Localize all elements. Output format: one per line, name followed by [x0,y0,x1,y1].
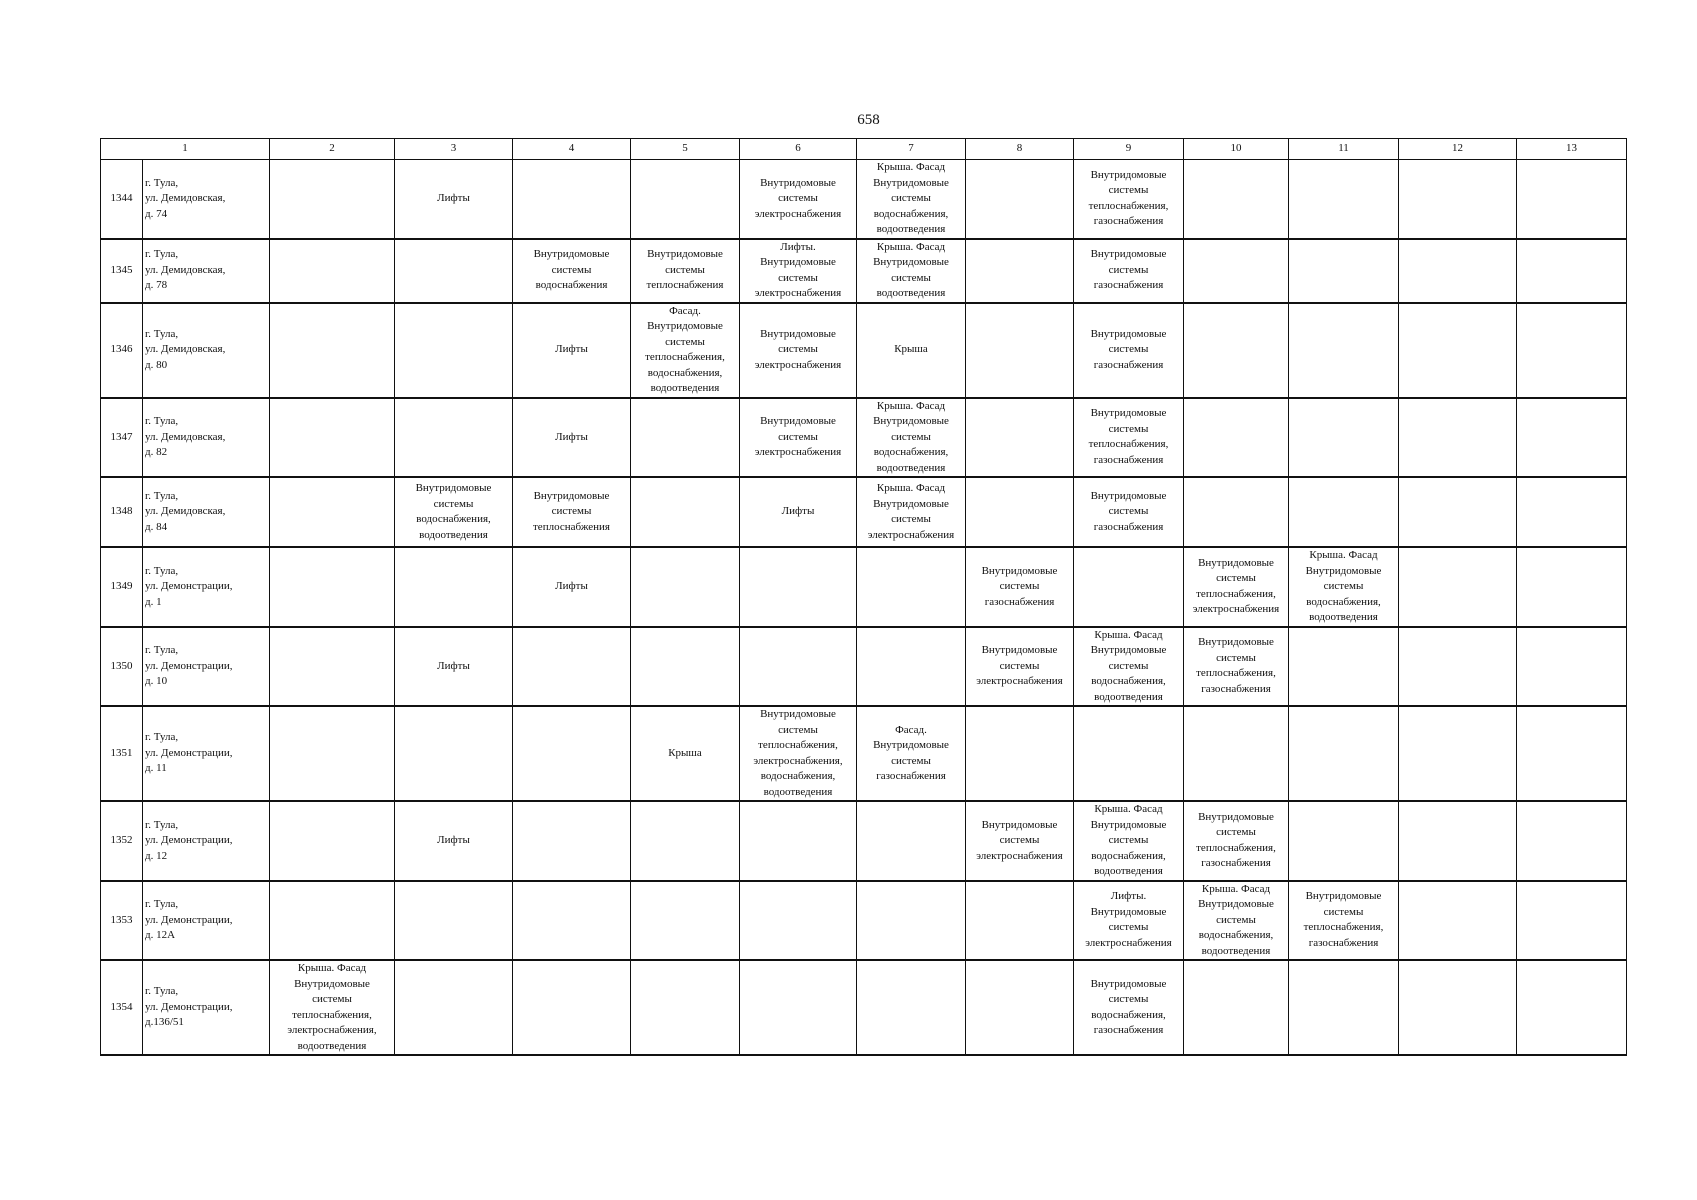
work-cell-col-9: Внутридомовые системы водоснабжения, газоснабжения [1074,960,1184,1055]
table-row [101,801,1627,881]
address-cell: г. Тула, ул. Демидовская, д. 84 [143,477,270,547]
work-cell-col-13 [1517,627,1627,707]
work-cell-col-13 [1517,239,1627,303]
work-cell-col-3: Лифты [395,160,513,239]
row-number: 1344 [101,160,143,239]
work-cell-col-2 [270,881,395,961]
row-number: 1348 [101,477,143,547]
work-cell-col-4 [513,801,631,881]
work-cell-col-3: Лифты [395,627,513,707]
column-header-3: 3 [395,139,513,160]
address-cell: г. Тула, ул. Демонстрации, д. 12А [143,881,270,961]
work-cell-col-7 [857,547,966,627]
work-cell-col-11 [1289,239,1399,303]
work-cell-col-6 [740,627,857,707]
work-cell-col-2 [270,239,395,303]
work-cell-col-7: Крыша. Фасад Внутридомовые системы водоснабжения, водоотведения [857,398,966,478]
row-number: 1353 [101,881,143,961]
work-cell-col-2 [270,303,395,398]
column-header-7: 7 [857,139,966,160]
work-cell-col-5 [631,801,740,881]
work-cell-col-3 [395,881,513,961]
column-number-row [101,139,1627,160]
work-cell-col-7 [857,627,966,707]
work-cell-col-5: Фасад. Внутридомовые системы теплоснабжения, водоснабжения, водоотведения [631,303,740,398]
work-cell-col-10: Внутридомовые системы теплоснабжения, газоснабжения [1184,627,1289,707]
work-cell-col-2 [270,706,395,801]
work-cell-col-4 [513,627,631,707]
table-body [101,160,1627,1056]
work-cell-col-4: Лифты [513,398,631,478]
work-cell-col-13 [1517,801,1627,881]
work-cell-col-8 [966,960,1074,1055]
work-cell-col-6: Внутридомовые системы электроснабжения [740,303,857,398]
work-cell-col-4: Лифты [513,303,631,398]
work-cell-col-5 [631,960,740,1055]
work-cell-col-6: Внутридомовые системы теплоснабжения, электроснабжения, водоснабжения, водоотведения [740,706,857,801]
work-cell-col-3 [395,239,513,303]
work-cell-col-3 [395,398,513,478]
work-cell-col-10 [1184,239,1289,303]
work-cell-col-10 [1184,398,1289,478]
address-cell: г. Тула, ул. Демидовская, д. 82 [143,398,270,478]
work-cell-col-11: Внутридомовые системы теплоснабжения, газоснабжения [1289,881,1399,961]
column-header-8: 8 [966,139,1074,160]
work-cell-col-4 [513,881,631,961]
work-cell-col-10 [1184,706,1289,801]
work-cell-col-9: Внутридомовые системы теплоснабжения, газоснабжения [1074,160,1184,239]
address-cell: г. Тула, ул. Демонстрации, д. 11 [143,706,270,801]
work-cell-col-3 [395,706,513,801]
address-cell: г. Тула, ул. Демонстрации, д. 1 [143,547,270,627]
work-cell-col-4 [513,160,631,239]
work-cell-col-11 [1289,398,1399,478]
work-cell-col-11 [1289,627,1399,707]
work-cell-col-4: Внутридомовые системы водоснабжения [513,239,631,303]
row-number: 1349 [101,547,143,627]
column-header-9: 9 [1074,139,1184,160]
row-number: 1352 [101,801,143,881]
work-cell-col-10: Внутридомовые системы теплоснабжения, газоснабжения [1184,801,1289,881]
work-cell-col-12 [1399,303,1517,398]
work-cell-col-12 [1399,706,1517,801]
column-header-12: 12 [1399,139,1517,160]
work-cell-col-6: Лифты [740,477,857,547]
work-cell-col-10 [1184,960,1289,1055]
work-cell-col-4 [513,960,631,1055]
work-cell-col-12 [1399,398,1517,478]
work-cell-col-2: Крыша. Фасад Внутридомовые системы теплоснабжения, электроснабжения, водоотведения [270,960,395,1055]
work-cell-col-9: Внутридомовые системы теплоснабжения, газоснабжения [1074,398,1184,478]
row-number: 1354 [101,960,143,1055]
table-row [101,398,1627,478]
table-row [101,706,1627,801]
work-cell-col-10: Крыша. Фасад Внутридомовые системы водоснабжения, водоотведения [1184,881,1289,961]
work-cell-col-2 [270,160,395,239]
work-cell-col-8: Внутридомовые системы электроснабжения [966,627,1074,707]
work-cell-col-6 [740,960,857,1055]
work-cell-col-10: Внутридомовые системы теплоснабжения, электроснабжения [1184,547,1289,627]
repair-schedule-table [100,138,1627,1056]
work-cell-col-2 [270,398,395,478]
row-number: 1347 [101,398,143,478]
work-cell-col-7 [857,960,966,1055]
work-cell-col-8: Внутридомовые системы электроснабжения [966,801,1074,881]
work-cell-col-5 [631,547,740,627]
work-cell-col-5 [631,627,740,707]
work-cell-col-9: Внутридомовые системы газоснабжения [1074,303,1184,398]
work-cell-col-3 [395,960,513,1055]
work-cell-col-13 [1517,881,1627,961]
column-header-6: 6 [740,139,857,160]
work-cell-col-5 [631,398,740,478]
address-cell: г. Тула, ул. Демонстрации, д. 12 [143,801,270,881]
work-cell-col-8: Внутридомовые системы газоснабжения [966,547,1074,627]
work-cell-col-8 [966,706,1074,801]
address-cell: г. Тула, ул. Демидовская, д. 80 [143,303,270,398]
work-cell-col-2 [270,801,395,881]
table-row [101,881,1627,961]
work-cell-col-8 [966,303,1074,398]
work-cell-col-2 [270,627,395,707]
work-cell-col-3: Лифты [395,801,513,881]
work-cell-col-6 [740,801,857,881]
work-cell-col-6: Внутридомовые системы электроснабжения [740,160,857,239]
work-cell-col-11 [1289,160,1399,239]
work-cell-col-11 [1289,960,1399,1055]
work-cell-col-8 [966,160,1074,239]
table-row [101,239,1627,303]
work-cell-col-12 [1399,801,1517,881]
work-cell-col-7: Крыша [857,303,966,398]
address-cell: г. Тула, ул. Демонстрации, д.136/51 [143,960,270,1055]
work-cell-col-5 [631,160,740,239]
work-cell-col-6 [740,881,857,961]
row-number: 1351 [101,706,143,801]
work-cell-col-13 [1517,547,1627,627]
row-number: 1345 [101,239,143,303]
work-cell-col-5 [631,477,740,547]
work-cell-col-10 [1184,160,1289,239]
work-cell-col-13 [1517,477,1627,547]
work-cell-col-7: Крыша. Фасад Внутридомовые системы электроснабжения [857,477,966,547]
work-cell-col-9: Внутридомовые системы газоснабжения [1074,239,1184,303]
work-cell-col-9: Крыша. Фасад Внутридомовые системы водоснабжения, водоотведения [1074,627,1184,707]
work-cell-col-12 [1399,160,1517,239]
column-header-13: 13 [1517,139,1627,160]
work-cell-col-12 [1399,547,1517,627]
work-cell-col-9: Лифты. Внутридомовые системы электроснабжения [1074,881,1184,961]
work-cell-col-3 [395,547,513,627]
work-cell-col-12 [1399,627,1517,707]
work-cell-col-7 [857,881,966,961]
work-cell-col-13 [1517,706,1627,801]
work-cell-col-13 [1517,160,1627,239]
address-cell: г. Тула, ул. Демидовская, д. 78 [143,239,270,303]
work-cell-col-5 [631,881,740,961]
work-cell-col-11 [1289,706,1399,801]
work-cell-col-12 [1399,881,1517,961]
work-cell-col-5: Крыша [631,706,740,801]
work-cell-col-8 [966,239,1074,303]
work-cell-col-11: Крыша. Фасад Внутридомовые системы водоснабжения, водоотведения [1289,547,1399,627]
work-cell-col-6: Внутридомовые системы электроснабжения [740,398,857,478]
work-cell-col-4: Внутридомовые системы теплоснабжения [513,477,631,547]
column-header-4: 4 [513,139,631,160]
work-cell-col-7: Крыша. Фасад Внутридомовые системы водоотведения [857,239,966,303]
row-number: 1346 [101,303,143,398]
work-cell-col-10 [1184,303,1289,398]
work-cell-col-10 [1184,477,1289,547]
work-cell-col-4 [513,706,631,801]
work-cell-col-9: Крыша. Фасад Внутридомовые системы водоснабжения, водоотведения [1074,801,1184,881]
work-cell-col-6 [740,547,857,627]
work-cell-col-5: Внутридомовые системы теплоснабжения [631,239,740,303]
work-cell-col-3: Внутридомовые системы водоснабжения, водоотведения [395,477,513,547]
column-header-10: 10 [1184,139,1289,160]
work-cell-col-7: Крыша. Фасад Внутридомовые системы водоснабжения, водоотведения [857,160,966,239]
page-number: 658 [857,112,880,128]
work-cell-col-7 [857,801,966,881]
work-cell-col-8 [966,477,1074,547]
work-cell-col-7: Фасад. Внутридомовые системы газоснабжения [857,706,966,801]
table-row [101,160,1627,239]
work-cell-col-8 [966,881,1074,961]
column-header-5: 5 [631,139,740,160]
work-cell-col-13 [1517,398,1627,478]
table-row [101,303,1627,398]
work-cell-col-9 [1074,706,1184,801]
work-cell-col-11 [1289,303,1399,398]
column-header-2: 2 [270,139,395,160]
work-cell-col-6: Лифты. Внутридомовые системы электроснабжения [740,239,857,303]
work-cell-col-13 [1517,303,1627,398]
work-cell-col-2 [270,477,395,547]
work-cell-col-12 [1399,239,1517,303]
table-row [101,627,1627,707]
address-cell: г. Тула, ул. Демидовская, д. 74 [143,160,270,239]
table-row [101,960,1627,1055]
table-row [101,547,1627,627]
work-cell-col-11 [1289,477,1399,547]
work-cell-col-12 [1399,477,1517,547]
work-cell-col-3 [395,303,513,398]
table-row [101,477,1627,547]
work-cell-col-2 [270,547,395,627]
column-header-1: 1 [101,139,270,160]
column-header-11: 11 [1289,139,1399,160]
work-cell-col-9 [1074,547,1184,627]
work-cell-col-12 [1399,960,1517,1055]
work-cell-col-4: Лифты [513,547,631,627]
work-cell-col-9: Внутридомовые системы газоснабжения [1074,477,1184,547]
work-cell-col-8 [966,398,1074,478]
work-cell-col-11 [1289,801,1399,881]
row-number: 1350 [101,627,143,707]
address-cell: г. Тула, ул. Демонстрации, д. 10 [143,627,270,707]
work-cell-col-13 [1517,960,1627,1055]
